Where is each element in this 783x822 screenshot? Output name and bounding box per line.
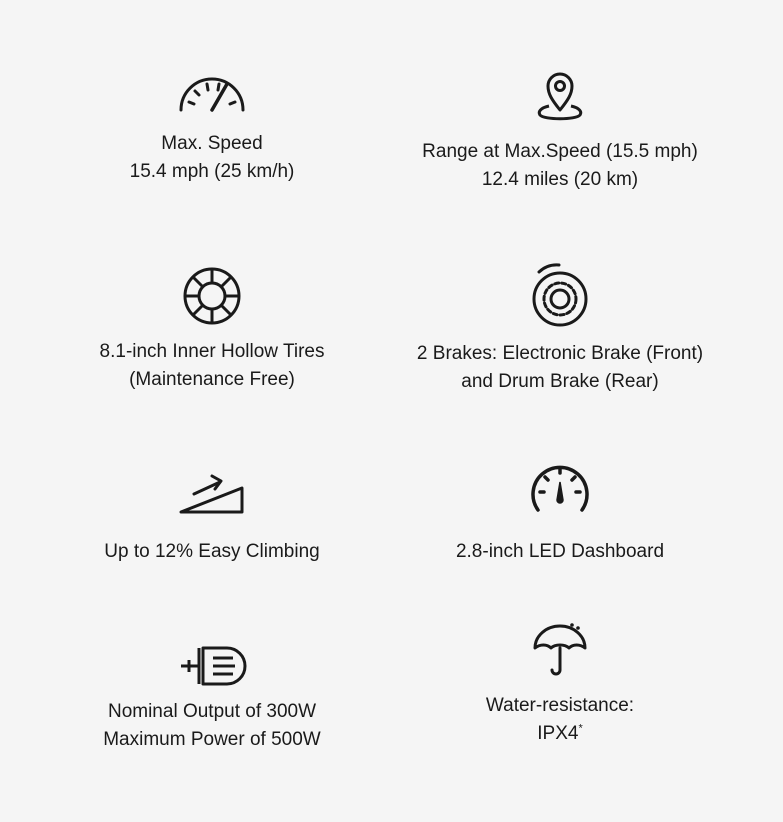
incline-ramp-icon [178, 472, 246, 516]
water-resistance-label: Water-resistance: [485, 695, 635, 716]
max-speed-label: Max. Speed [161, 133, 263, 154]
umbrella-icon [530, 620, 590, 678]
location-pin-icon [532, 68, 588, 124]
feature-max-speed [22, 72, 402, 186]
feature-dashboard [370, 460, 750, 566]
feature-climbing [22, 472, 402, 566]
maximum-power-label: Maximum Power of 500W [103, 729, 321, 750]
speedometer-icon [177, 72, 247, 112]
motor-icon [177, 644, 247, 688]
water-resistance-rating [370, 720, 750, 748]
tire-icon [182, 266, 242, 326]
footnote-marker: * [578, 722, 583, 735]
feature-tires [22, 266, 402, 394]
feature-range [370, 68, 750, 194]
brake-disc-icon [529, 262, 591, 328]
max-speed-value: 15.4 mph (25 km/h) [129, 161, 295, 182]
brakes-label: 2 Brakes: Electronic Brake (Front) [416, 343, 704, 364]
range-label: Range at Max.Speed (15.5 mph) [422, 141, 698, 162]
brakes-detail: and Drum Brake (Rear) [461, 371, 659, 392]
range-value: 12.4 miles (20 km) [481, 169, 639, 190]
ipx-rating: IPX4 [537, 723, 579, 744]
dashboard-label: 2.8-inch LED Dashboard [455, 541, 665, 562]
feature-water-resistance [370, 620, 750, 748]
tires-note: (Maintenance Free) [129, 369, 295, 390]
climbing-label: Up to 12% Easy Climbing [104, 541, 320, 562]
feature-power [22, 644, 402, 754]
gauge-dashboard-icon [530, 460, 590, 516]
feature-brakes [370, 262, 750, 396]
nominal-output-label: Nominal Output of 300W [107, 701, 317, 722]
tires-label: 8.1-inch Inner Hollow Tires [99, 341, 325, 362]
